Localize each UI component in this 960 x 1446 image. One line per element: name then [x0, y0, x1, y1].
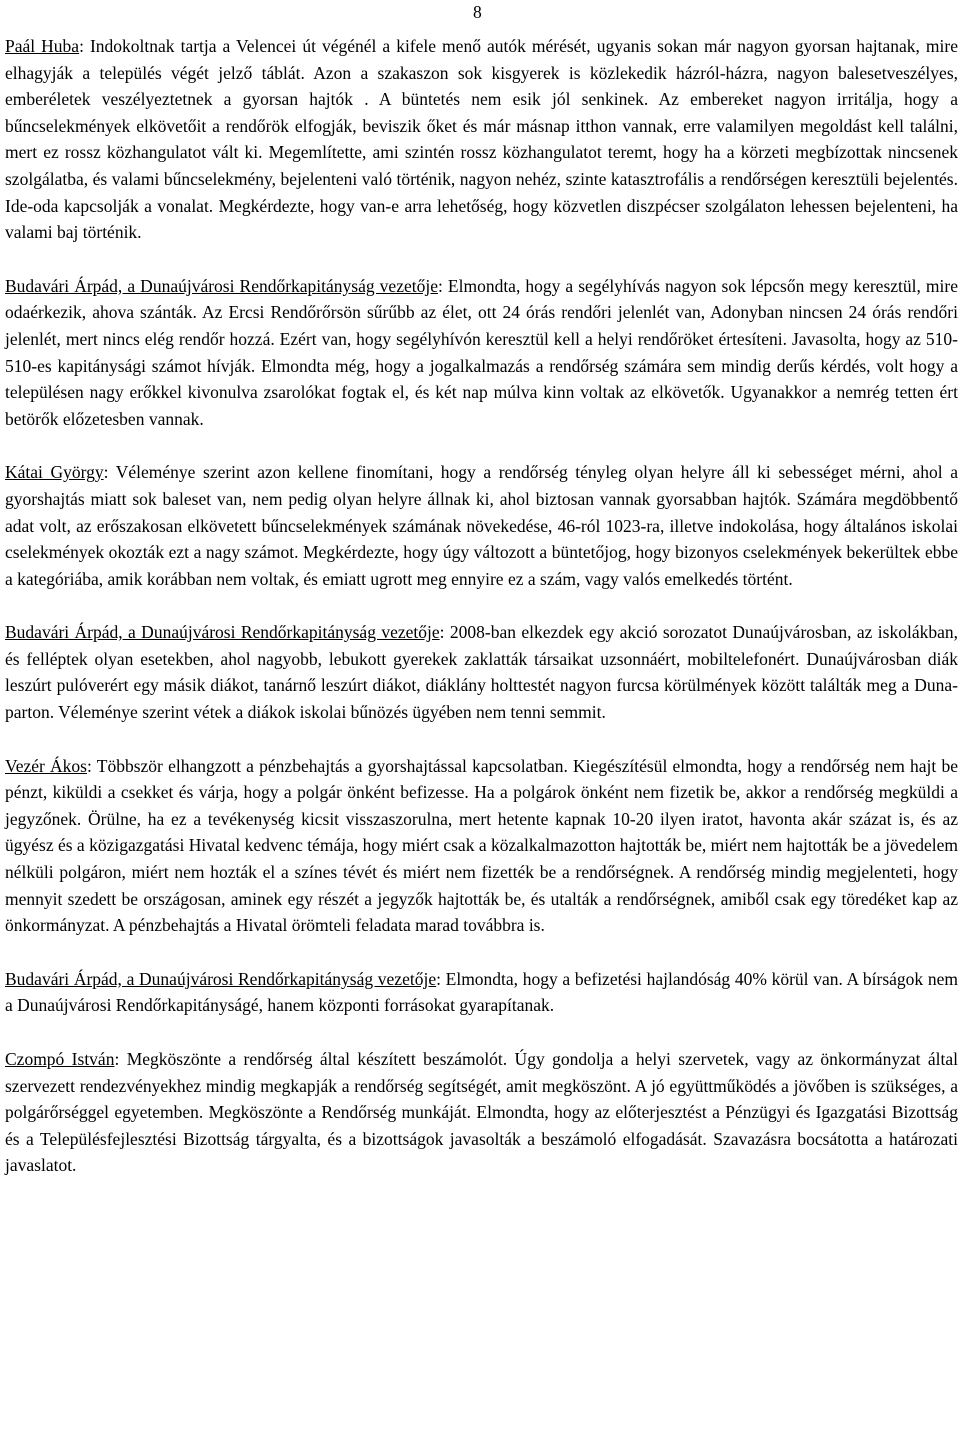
speaker-name: Budavári Árpád, a Dunaújvárosi Rendőrkapitányság vezetője	[5, 968, 437, 989]
speech-text: Többször elhangzott a pénzbehajtás a gyorshajtással kapcsolatban. Kiegészítésül elmondta, hogy a rendőrség nem hajt be pénzt, kiküldi a csekket és várja, hogy a polgár önként befizesse. Ha a polgárok önként nem fizetik be, akkor a rendőrség megküldi a jegyzőnek. Örülne, ha ez a tevékenység kicsit visszaszorulna, mert hetente kapnak 10-20 ilyen iratot, havonta akár százat is, és az ügyész és a közigazgatási Hivatal kedvenc témája, hogy miért csak a közalkalmazotton hajtották be, miért nem hajtották be a jövedelem nélküli polgáron, miért nem hozták el a színes tévét és miért nem fizették be a rendőrségnek. A rendőrség mindig megjelenteti, hogy mennyit szedett be országosan, aminek egy részét a jegyzők hajtották be, és utalták a rendőrségnek, amiből csak egy töredéket kap az önkormányzat. A pénzbehajtás a Hivatal örömteli feladata marad továbbra is.	[5, 755, 958, 936]
speaker-name: Paál Huba	[5, 36, 80, 56]
speech-paragraph-budavari-arpad	[5, 273, 958, 433]
speaker-separator: :	[436, 968, 446, 989]
speaker-separator: :	[79, 36, 90, 56]
speech-text: 2008-ban elkezdek egy akció sorozatot Dunaújvárosban, az iskolákban, és felléptek olyan esetekben, ahol nagyobb, lebukott gyerekek zaklatták társaikat uzsonnáért, mobiltelefonért. Dunaújvárosban diák leszúrt pulóverért egy másik diákot, tanárnő leszúrt diákot, diáklány holttestét nagyon furcsa körülmények között találták meg a Duna-parton. Véleménye szerint vétek a diákok iskolai bűnözés ügyében nem tenni semmit.	[5, 622, 958, 723]
speaker-name: Czompó István	[5, 1049, 115, 1069]
speech-paragraph-budavari-arpad	[5, 619, 958, 725]
speaker-separator: :	[439, 622, 450, 643]
speech-paragraph-paal-huba	[5, 33, 958, 246]
speaker-separator: :	[103, 462, 116, 483]
speaker-separator: :	[87, 755, 97, 776]
speaker-separator: :	[437, 275, 448, 296]
speech-text: Indokoltnak tartja a Velencei út végénél a kifele menő autók mérését, ugyanis sokan már nagyon gyorsan hajtanak, mire elhagyják a település végét jelző táblát. Azon a szakaszon sok kisgyerek is közlekedik házról-házra, nagyon balesetveszélyes, emberéletek veszélyeztetnek a gyorsan hajtók . A büntetés nem esik jól senkinek. Az embereket nagyon irritálja, hogy a bűncselekmények elkövetőit a rendőrök elfogják, beviszik őket és már másnap itthon vannak, erre valamilyen megoldást kell találni, mert ez rossz közhangulatot vált ki. Megemlítette, ami szintén rossz közhangulatot teremt, hogy ha a körzeti megbízottak nincsenek szolgálatba, és valami bűncselekmény, bejelenteni való történik, nagyon nehéz, szinte katasztrofális a rendőrségen keresztüli bejelentés. Ide-oda kapcsolják a vonalat. Megkérdezte, hogy van-e arra lehetőség, hogy közvetlen diszpécser szolgálaton lehessen bejelenteni, ha valami baj történik.	[5, 36, 958, 243]
speech-text: Elmondta, hogy a segélyhívás nagyon sok lépcsőn megy keresztül, mire odaérkezik, ahova szánták. Az Ercsi Rendőrőrsön sűrűbb az élet, ott 24 órás rendőri jelenlét van, Adonyban nincsen 24 órás rendőri jelenlét, mert nincs elég rendőr hozzá. Ezért van, hogy segélyhívón keresztül kell a helyi rendőröket értesíteni. Javasolta, hogy az 510-510-es kapitánysági számot hívják. Elmondta még, hogy a jogalkalmazás a rendőrség számára sem mindig derűs kérdés, volt hogy a településen nagy erőkkel kivonulva zsarolókat fogtak el, és két nap múlva kinn voltak az elkövetők. Ugyanakkor a nemrég tetten ért betörők előzetesben vannak.	[5, 275, 958, 429]
speech-paragraph-czompo-istvan	[5, 1046, 958, 1179]
speech-paragraph-vezer-akos	[5, 753, 958, 939]
page-number: 8	[473, 2, 482, 22]
speech-text: Véleménye szerint azon kellene finomítani, hogy a rendőrség tényleg olyan helyre áll ki sebességet mérni, ahol a gyorshajtás miatt sok baleset van, nem pedig olyan helyre állnak ki, ahol biztosan vannak gyorsabban hajtók. Számára megdöbbentő adat volt, az erőszakosan elkövetett bűncselekmények számának növekedése, 46-ról 1023-ra, illetve indokolása, hogy általános iskolai cselekmények okozták ezt a nagy számot. Megkérdezte, hogy úgy változott a büntetőjog, hogy bizonyos cselekmények bekerültek ebbe a kategóriába, amik korábban nem voltak, és emiatt ugrott meg ennyire ez a szám, vagy valós emelkedés történt.	[5, 462, 959, 589]
speaker-name: Vezér Ákos	[5, 755, 87, 776]
speech-paragraph-katai-gyorgy	[5, 459, 958, 592]
document-body	[5, 33, 958, 1206]
speech-text: Elmondta, hogy a befizetési hajlandóság 40% körül van. A bírságok nem a Dunaújvárosi Rendőrkapitányságé, hanem központi forrásokat gyarapítanak.	[5, 968, 958, 1016]
speaker-separator: :	[114, 1049, 127, 1069]
speech-text: Megköszönte a rendőrség által készített beszámolót. Úgy gondolja a helyi szervetek, vagy az önkormányzat által szervezett rendezvényekhez mindig megkapják a rendőrség segítségét, amit megköszönt. A jó együttműködés a jövőben is szükséges, a polgárőrséggel egyetemben. Megköszönte a Rendőrség munkáját. Elmondta, hogy az előterjesztést a Pénzügyi és Igazgatási Bizottság és a Településfejlesztési Bizottság tárgyalta, és a bizottságok javasolták a beszámoló elfogadását. Szavazásra bocsátotta a határozati javaslatot.	[5, 1049, 958, 1176]
speech-paragraph-budavari-arpad	[5, 966, 958, 1019]
speaker-name: Budavári Árpád, a Dunaújvárosi Rendőrkapitányság vezetője	[5, 622, 440, 643]
speaker-name: Kátai György	[5, 462, 104, 483]
speaker-name: Budavári Árpád, a Dunaújvárosi Rendőrkapitányság vezetője	[5, 275, 438, 296]
